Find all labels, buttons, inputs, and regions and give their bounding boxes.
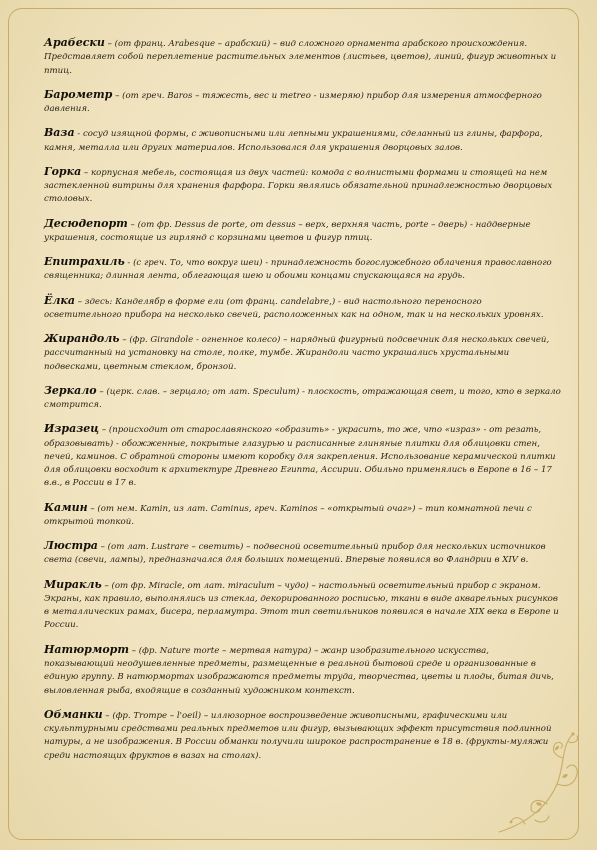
entry-definition: – (церк. слав. – зерцало; от лат. Speculum) - плоскость, отражающая свет, и того, кто в зеркало смотрится. <box>44 386 561 411</box>
glossary-entry <box>44 36 561 78</box>
entry-definition: – (от греч. Baros – тяжесть, вес и metreo - измеряю) прибор для измерения атмосферного давления. <box>44 90 542 115</box>
glossary-entry <box>44 165 561 207</box>
glossary-entry <box>44 422 561 490</box>
entry-term: Жирандоль <box>44 331 120 345</box>
entry-definition: – (происходит от старославянского «образить» - украсить, то же, что «израз» - от резать, образовывать) - обожженные, покрытые глазурью и расписанные глиняные плитки для облицовки стен, печей, каминов. С обратной стороны имеют коробку для закрепления. Использование керамической плитки для облицовки восходит к архитектуре Древнего Египта, Ассирии. Обильно применялись в Европе в 16 – 17 в.в., в России в 17 в. <box>44 425 556 489</box>
glossary-entry <box>44 332 561 374</box>
entry-definition: – корпусная мебель, состоящая из двух частей: комода с волнистыми формами и стоящей на нем застекленной витрины для хранения фарфора. Горки являлись обязательной принадлежностью дворцовых столовых. <box>44 167 553 205</box>
entry-term: Арабески <box>44 36 105 49</box>
entry-term: Люстра <box>44 539 98 553</box>
entry-definition: – (от лат. Lustrare – светить) – подвесной осветительный прибор для нескольких источников света (свечи, лампы), предназначался для больших помещений. Впервые появился во Фландрии в XIV в. <box>44 542 546 566</box>
entry-term: Натюрморт <box>44 642 129 656</box>
entry-term: Изразец <box>44 422 100 436</box>
entry-term: Горка <box>44 164 82 178</box>
glossary-entry <box>44 294 561 323</box>
entry-definition: - (с греч. То, что вокруг шеи) - принадлежность богослужебного облачения православного священника; длинная лента, облегающая шею и обоими концами спускающаяся на грудь. <box>44 258 552 282</box>
entry-definition: – (от нем. Kamin, из лат. Caminus, греч. Kaminos – «открытый очаг») – тип комнатной печи с открытой топкой. <box>44 503 532 527</box>
entry-definition: – (фр. Girandole - огненное колесо) – нарядный фигурный подсвечник для нескольких свечей, рассчитанный на установку на столе, полке, тумбе. Жирандоли часто украшались хрустальными подвесками, цветным стеклом, бронзой. <box>44 334 550 372</box>
glossary-entry <box>44 88 561 117</box>
entry-definition: – (от фр. Miracle, от лат. miraculum – чудо) – настольный осветительный прибор с экраном. Экраны, как правило, выполнялись из стекла, декорированного росписью, ткани в виде акварельных рисунков в металлических рамах, бисера, перламутра. Этот тип светильников появился в начале XIX века в Европе и России. <box>44 580 559 631</box>
entry-term: Зеркало <box>44 383 97 397</box>
glossary-entry <box>44 217 561 246</box>
entry-definition: – (от фр. Dessus de porte, от dessus – верх, верхняя часть, porte – дверь) - наддверные украшения, состоящие из гирлянд с корзинами цветов и фигур птиц. <box>44 219 531 243</box>
entry-term: Ваза <box>44 126 75 140</box>
entry-term: Ёлка <box>44 293 76 307</box>
glossary-entry <box>44 578 561 633</box>
glossary-entry <box>44 708 561 763</box>
entry-definition: – (от франц. Arabesque – арабский) – вид сложного орнамента арабского происхождения. Представляет собой переплетение растительных элементов (листьев, цветов), линий, фигур животных и птиц. <box>44 39 557 76</box>
entry-term: Обманки <box>44 707 103 721</box>
entry-definition: – (фр. Trompe – l'oeil) – иллюзорное воспроизведение живописными, графическими или скульптурными средствами реальных предметов или фигур, вызывающих эффект присутствия подлинной натуры, а не изображения. В России обманки получили широкое распространение в 18 в. (фрукты-муляжи среди настоящих фруктов в вазах на столах). <box>44 710 552 761</box>
entry-definition: - сосуд изящной формы, с живописными или лепными украшениями, сделанный из глины, фарфора, камня, металла или других материалов. Использовался для украшения дворцовых залов. <box>44 129 543 153</box>
glossary-entry <box>44 384 561 413</box>
glossary-entry <box>44 126 561 155</box>
glossary-entry <box>44 255 561 284</box>
entry-term: Миракль <box>44 577 102 591</box>
glossary <box>44 36 561 773</box>
entry-definition: – (фр. Nature morte – мертвая натура) – жанр изобразительного искусства, показывающий неодушевленные предметы, размещенные в реальной бытовой среде и организованные в единую группу. В натюрмортах изображаются предметы труда, творчества, цветы и плоды, битая дичь, выловленная рыба, входящие в созданный художником контекст. <box>44 645 554 696</box>
glossary-entry <box>44 501 561 530</box>
entry-definition: – здесь: Канделябр в форме ели (от франц. candelabre,) - вид настольного переносного осветительного прибора на несколько свечей, расположенных как на одном, так и на нескольких уровнях. <box>44 296 544 320</box>
glossary-entry <box>44 643 561 698</box>
entry-term: Барометр <box>44 87 113 101</box>
entry-term: Епитрахиль <box>44 255 125 269</box>
entry-term: Десюдепорт <box>44 216 128 230</box>
glossary-entry <box>44 539 561 568</box>
entry-term: Камин <box>44 500 88 514</box>
floral-scroll-icon <box>495 728 583 838</box>
